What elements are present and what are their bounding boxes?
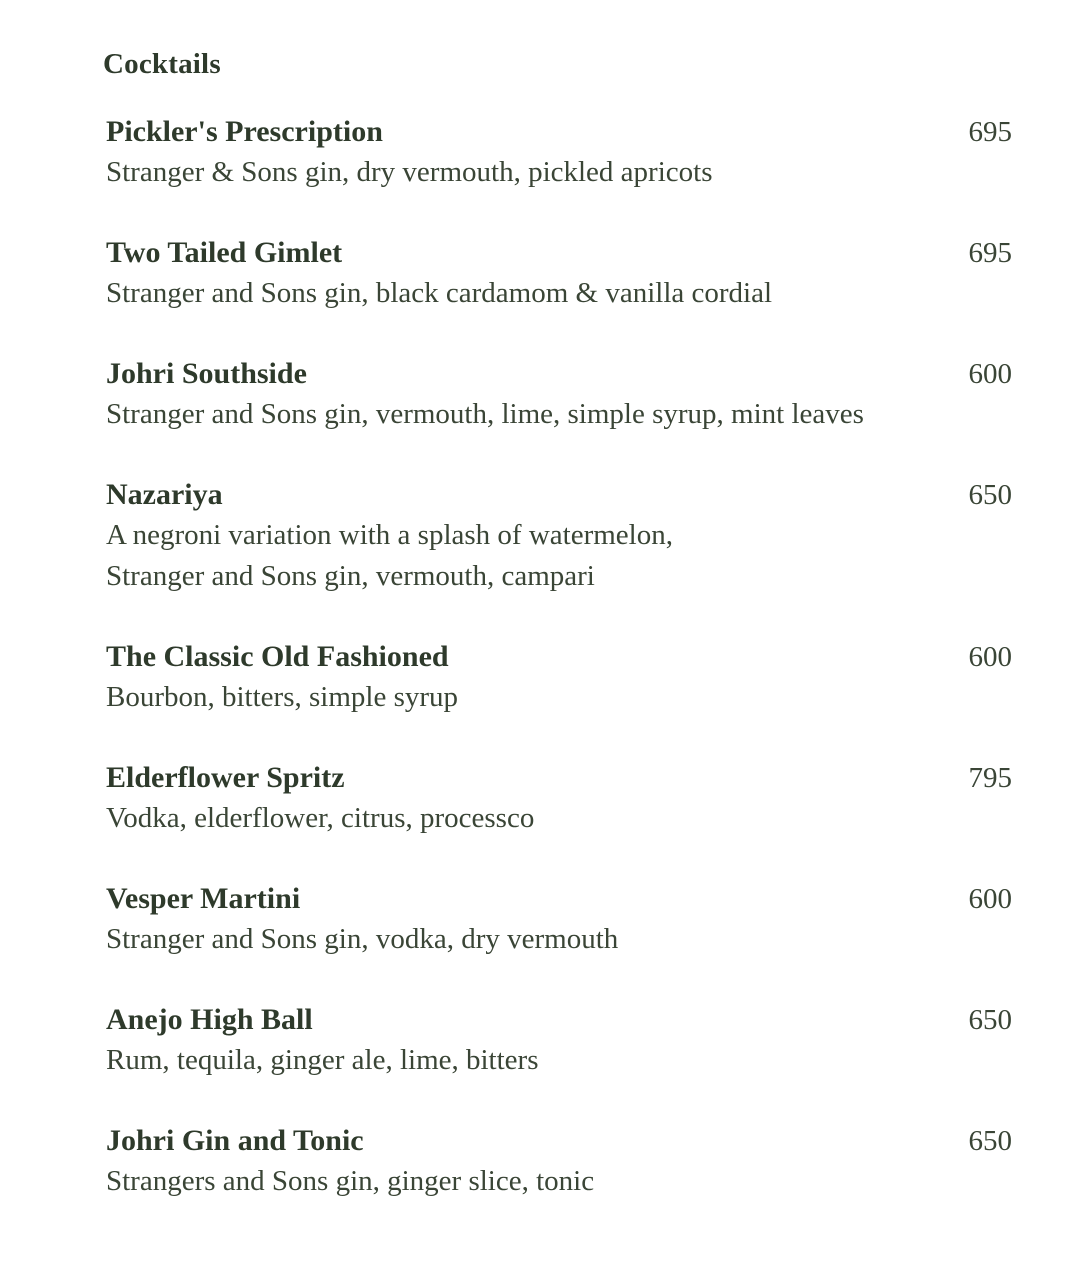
item-description: Stranger and Sons gin, vermouth, lime, simple syrup, mint leaves	[106, 398, 864, 430]
menu-item	[106, 354, 1012, 475]
item-price: 650	[968, 479, 1012, 511]
item-price: 695	[968, 116, 1012, 148]
item-description: Stranger & Sons gin, dry vermouth, pickled apricots	[106, 156, 713, 188]
menu-item	[106, 758, 1012, 879]
item-name: Anejo High Ball	[106, 1003, 313, 1036]
menu-item	[106, 475, 1012, 637]
item-name: Nazariya	[106, 478, 223, 511]
menu-item	[106, 1000, 1012, 1121]
item-description: Bourbon, bitters, simple syrup	[106, 681, 459, 713]
section-title: Cocktails	[103, 48, 221, 80]
item-price: 600	[968, 358, 1012, 390]
item-name: Pickler's Prescription	[106, 115, 383, 148]
item-description: A negroni variation with a splash of watermelon, Stranger and Sons gin, vermouth, campari	[106, 519, 673, 592]
item-name: Vesper Martini	[106, 882, 301, 915]
item-price: 695	[968, 237, 1012, 269]
item-name: Elderflower Spritz	[106, 761, 345, 794]
item-price: 795	[968, 762, 1012, 794]
menu-item	[106, 112, 1012, 233]
menu-item	[106, 879, 1012, 1000]
item-description: Stranger and Sons gin, vodka, dry vermouth	[106, 923, 619, 955]
item-price: 650	[968, 1125, 1012, 1157]
menu-item-list	[106, 112, 1012, 1242]
item-price: 600	[968, 641, 1012, 673]
menu-item	[106, 1121, 1012, 1242]
item-name: Two Tailed Gimlet	[106, 236, 343, 269]
item-description: Rum, tequila, ginger ale, lime, bitters	[106, 1044, 539, 1076]
menu-item	[106, 637, 1012, 758]
item-name: Johri Gin and Tonic	[106, 1124, 364, 1157]
item-price: 600	[968, 883, 1012, 915]
menu-item	[106, 233, 1012, 354]
item-description: Strangers and Sons gin, ginger slice, tonic	[106, 1165, 595, 1197]
item-name: Johri Southside	[106, 357, 307, 390]
item-description: Vodka, elderflower, citrus, processco	[106, 802, 535, 834]
item-description: Stranger and Sons gin, black cardamom & vanilla cordial	[106, 277, 773, 309]
item-price: 650	[968, 1004, 1012, 1036]
item-name: The Classic Old Fashioned	[106, 640, 449, 673]
